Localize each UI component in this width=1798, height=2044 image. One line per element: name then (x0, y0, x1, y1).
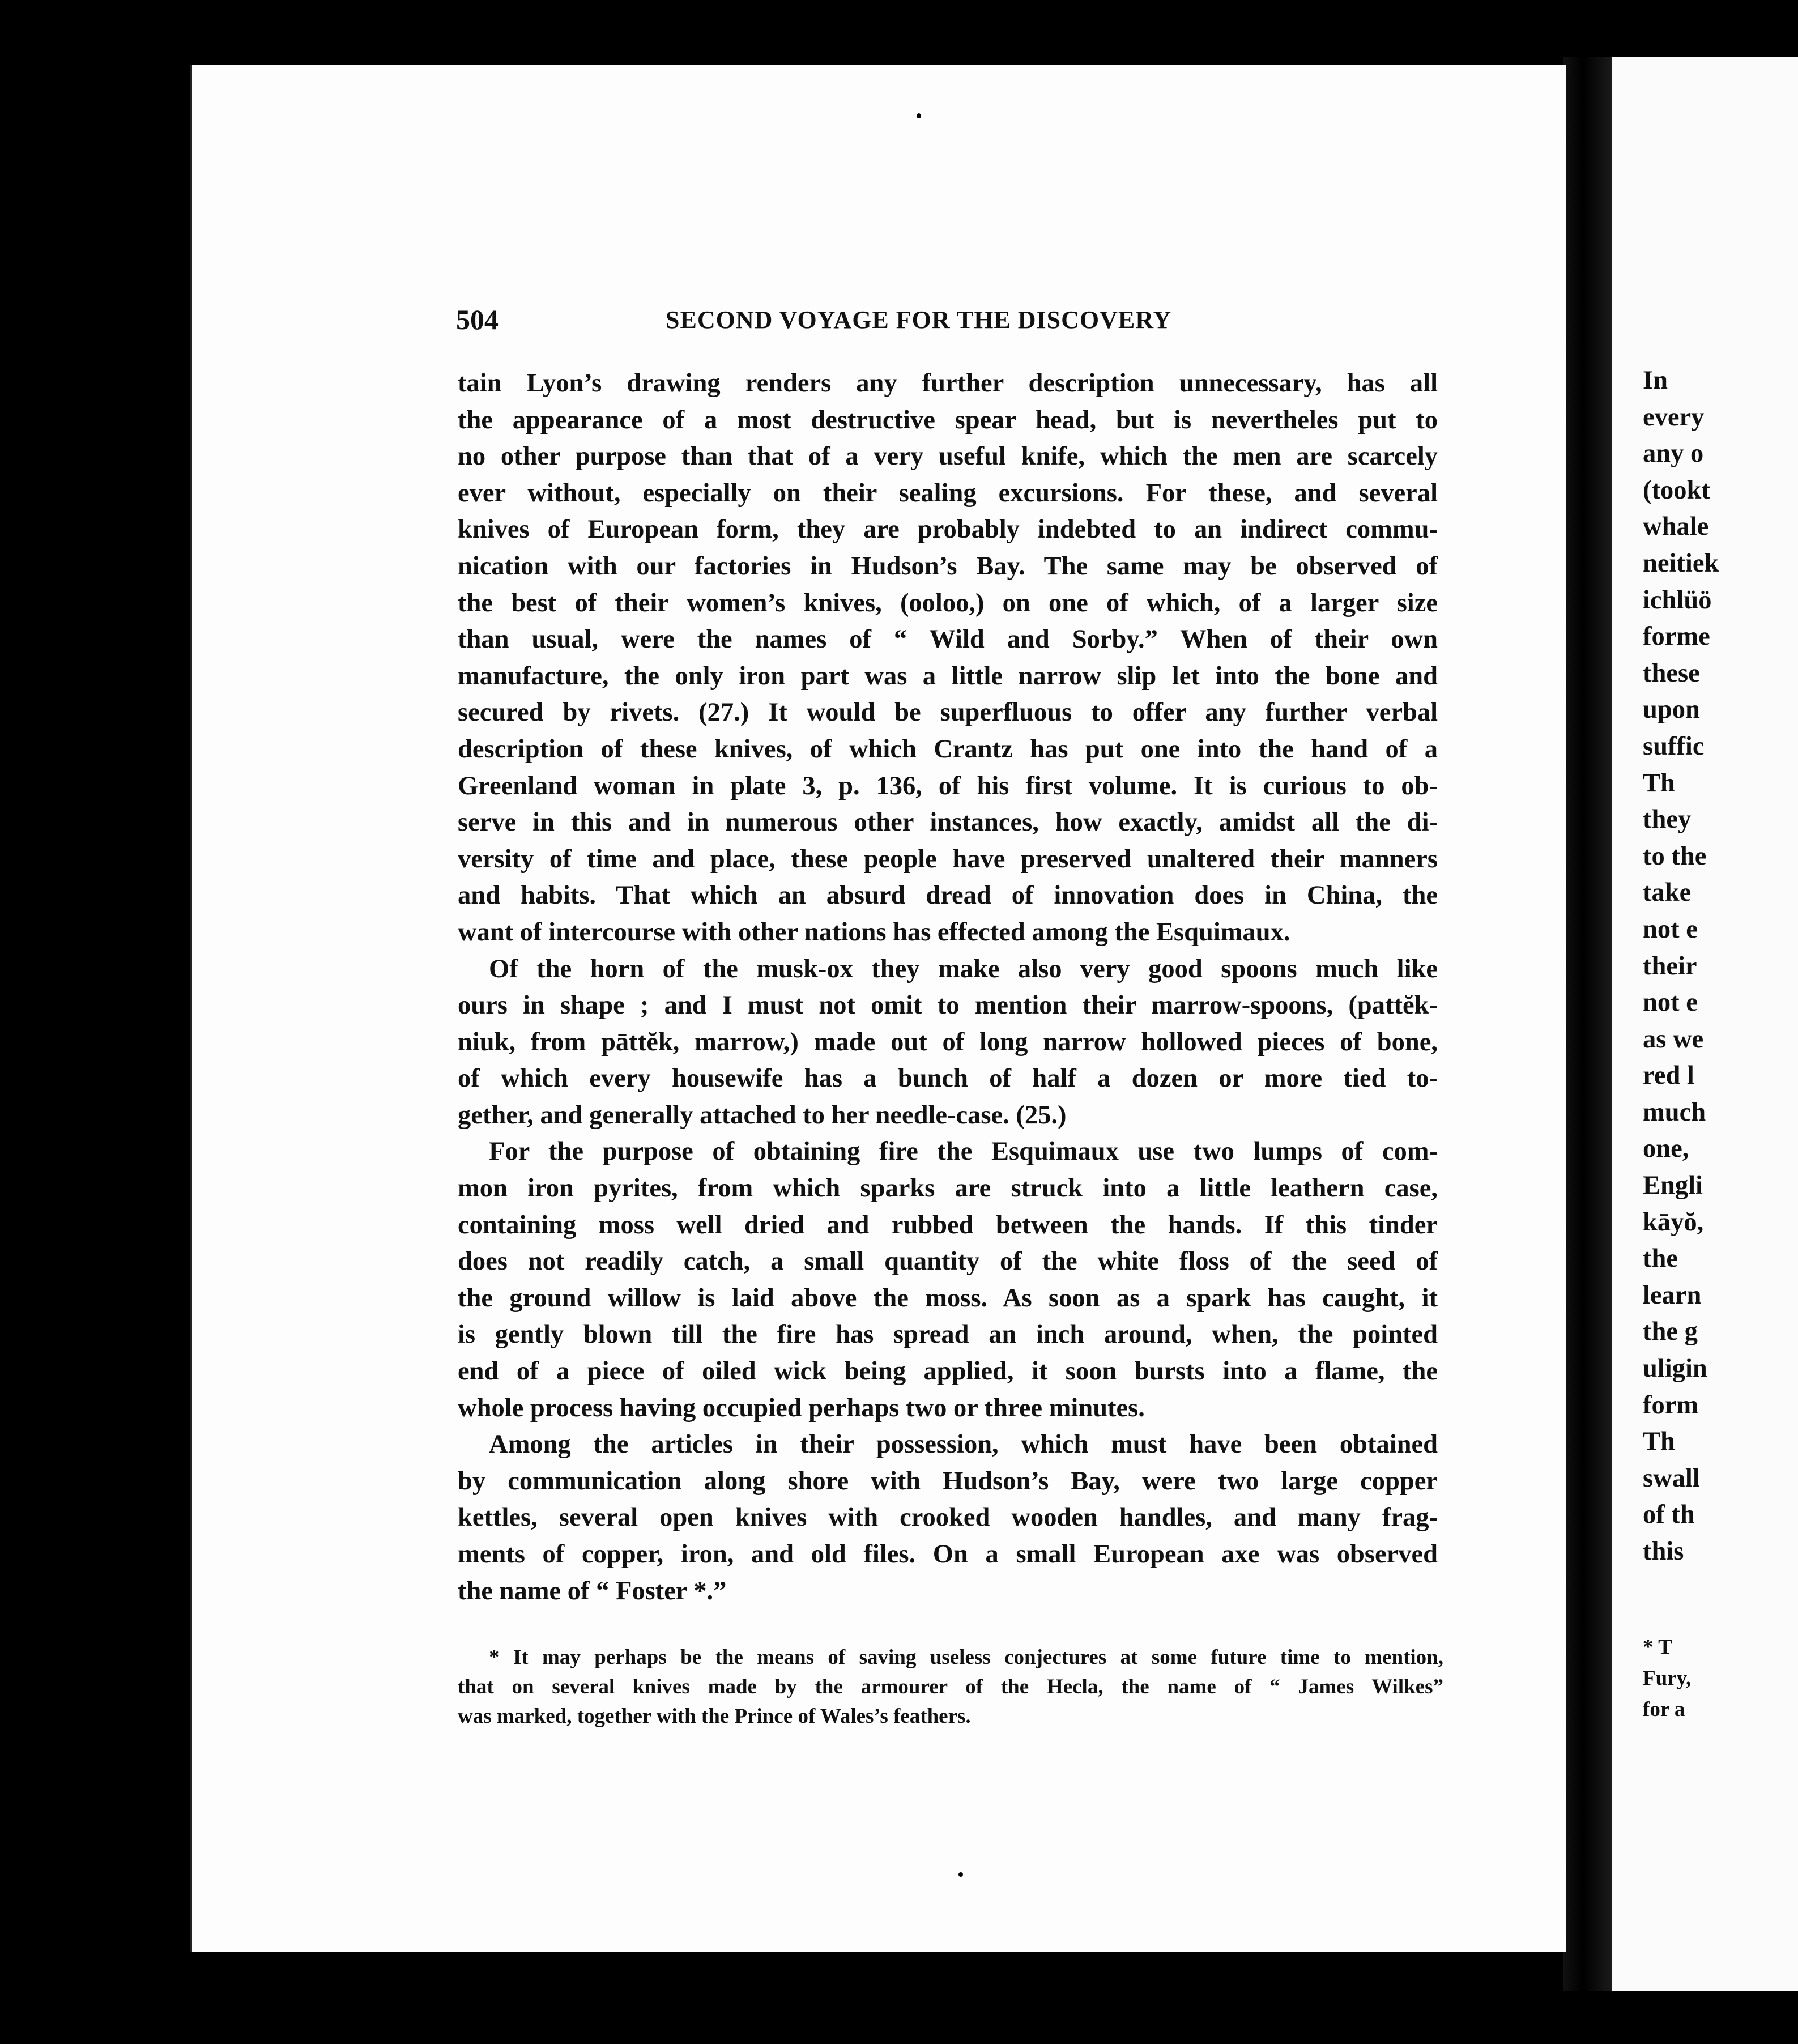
body-text (458, 365, 1438, 1609)
right-line: one, (1643, 1134, 1689, 1164)
right-line: red l (1643, 1061, 1694, 1091)
text-line: Of the horn of the musk-ox they make also very good spoons much like (489, 954, 1438, 983)
right-line: uligin (1643, 1354, 1707, 1383)
text-line: secured by rivets. (27.) It would be superfluous to offer any further verbal (458, 698, 1438, 727)
right-line: every (1643, 402, 1705, 432)
text-line: gether, and generally attached to her needle-case. (25.) (458, 1100, 1067, 1130)
right-footnote-line: for a (1643, 1698, 1685, 1721)
right-footnote-line: Fury, (1643, 1667, 1692, 1690)
text-line: tain Lyon’s drawing renders any further description unnecessary, has all (458, 369, 1438, 398)
text-line: of which every housewife has a bunch of half a dozen or more tied to- (458, 1064, 1438, 1093)
text-line: ments of copper, iron, and old files. On a small European axe was observed (458, 1540, 1438, 1569)
right-line: kāyŏ, (1643, 1207, 1704, 1237)
right-line: Th (1643, 768, 1675, 798)
book-gutter (1563, 57, 1612, 1991)
right-line: take (1643, 878, 1692, 908)
text-line: whole process having occupied perhaps two or three minutes. (458, 1393, 1145, 1423)
right-line: they (1643, 805, 1692, 834)
text-line: knives of European form, they are probably indebted to an indirect commu- (458, 515, 1438, 544)
right-page-footnote (1643, 1632, 1798, 1725)
right-line: as we (1643, 1024, 1704, 1054)
text-line: Greenland woman in plate 3, p. 136, of his first volume. It is curious to ob- (458, 771, 1438, 800)
right-line: the g (1643, 1317, 1698, 1347)
right-line: much (1643, 1097, 1706, 1127)
text-line: no other purpose than that of a very useful knife, which the men are scarcely (458, 442, 1438, 471)
right-line: these (1643, 658, 1700, 688)
text-line: nication with our factories in Hudson’s Bay. The same may be observed of (458, 551, 1438, 581)
text-line: serve in this and in numerous other instances, how exactly, amidst all the di- (458, 808, 1438, 837)
footnote (458, 1643, 1443, 1731)
right-line: whale (1643, 512, 1709, 542)
text-line: containing moss well dried and rubbed between the hands. If this tinder (458, 1210, 1438, 1240)
text-line: the name of “ Foster *.” (458, 1576, 727, 1606)
text-line: Among the articles in their possession, which must have been obtained (489, 1430, 1438, 1459)
text-line: versity of time and place, these people have preserved unaltered their manners (458, 844, 1438, 874)
text-line: does not readily catch, a small quantity of the white floss of the seed of (458, 1247, 1438, 1276)
right-line: any o (1643, 439, 1704, 469)
right-line: Engli (1643, 1171, 1703, 1200)
text-line: is gently blown till the fire has spread an inch around, when, the pointed (458, 1320, 1438, 1349)
text-line: want of intercourse with other nations has effected among the Esquimaux. (458, 917, 1290, 947)
text-line: by communication along shore with Hudson’s Bay, were two large copper (458, 1466, 1438, 1496)
footnote-line: that on several knives made by the armourer of the Hecla, the name of “ James Wilkes” (458, 1675, 1443, 1698)
right-line: forme (1643, 622, 1710, 651)
footnote-line: * It may perhaps be the means of saving useless conjectures at some future time to mention, (489, 1646, 1443, 1669)
right-line: neitiek (1643, 548, 1719, 578)
right-line: ichlüö (1643, 585, 1712, 615)
text-line: the best of their women’s knives, (ooloo,) on one of which, of a larger size (458, 588, 1438, 618)
scan-speck (958, 1872, 963, 1877)
right-line: not e (1643, 988, 1698, 1017)
right-line: upon (1643, 695, 1700, 725)
text-line: than usual, were the names of “ Wild and Sorby.” When of their own (458, 625, 1438, 654)
text-line: niuk, from pāttĕk, marrow,) made out of long narrow hollowed pieces of bone, (458, 1027, 1438, 1057)
running-head (456, 303, 1221, 337)
right-page-text (1643, 363, 1798, 1570)
page-number: 504 (456, 304, 499, 335)
right-line: form (1643, 1390, 1699, 1420)
text-line: kettles, several open knives with crooked wooden handles, and many frag- (458, 1503, 1438, 1532)
text-line: ever without, especially on their sealing excursions. For these, and several (458, 478, 1438, 508)
right-footnote-line: * T (1643, 1636, 1672, 1659)
text-line: description of these knives, of which Crantz has put one into the hand of a (458, 734, 1438, 764)
text-line: For the purpose of obtaining fire the Esquimaux use two lumps of com- (489, 1137, 1438, 1166)
text-line: end of a piece of oiled wick being applied, it soon bursts into a flame, the (458, 1357, 1438, 1386)
text-line: manufacture, the only iron part was a little narrow slip let into the bone and (458, 661, 1438, 691)
right-line: not e (1643, 914, 1698, 944)
right-line: their (1643, 951, 1697, 981)
footnote-line: was marked, together with the Prince of Wales’s feathers. (458, 1705, 971, 1728)
right-line: this (1643, 1537, 1684, 1566)
text-line: the appearance of a most destructive spear head, but is nevertheles put to (458, 405, 1438, 435)
right-line: the (1643, 1244, 1678, 1274)
running-title: SECOND VOYAGE FOR THE DISCOVERY (666, 306, 1172, 334)
scan-speck (917, 113, 921, 118)
right-line: (tookt (1643, 475, 1710, 505)
text-line: and habits. That which an absurd dread of innovation does in China, the (458, 881, 1438, 910)
right-line: swall (1643, 1463, 1700, 1493)
right-line: Th (1643, 1427, 1675, 1457)
right-line: learn (1643, 1280, 1702, 1310)
scan-speck (976, 6, 979, 18)
text-line: the ground willow is laid above the moss. As soon as a spark has caught, it (458, 1283, 1438, 1313)
text-line: mon iron pyrites, from which sparks are struck into a little leathern case, (458, 1174, 1438, 1203)
right-line: of th (1643, 1500, 1695, 1530)
text-line: ours in shape ; and I must not omit to mention their marrow-spoons, (pattĕk- (458, 991, 1438, 1020)
right-line: suffic (1643, 731, 1705, 761)
right-line: to the (1643, 841, 1707, 871)
right-line: In (1643, 366, 1668, 395)
